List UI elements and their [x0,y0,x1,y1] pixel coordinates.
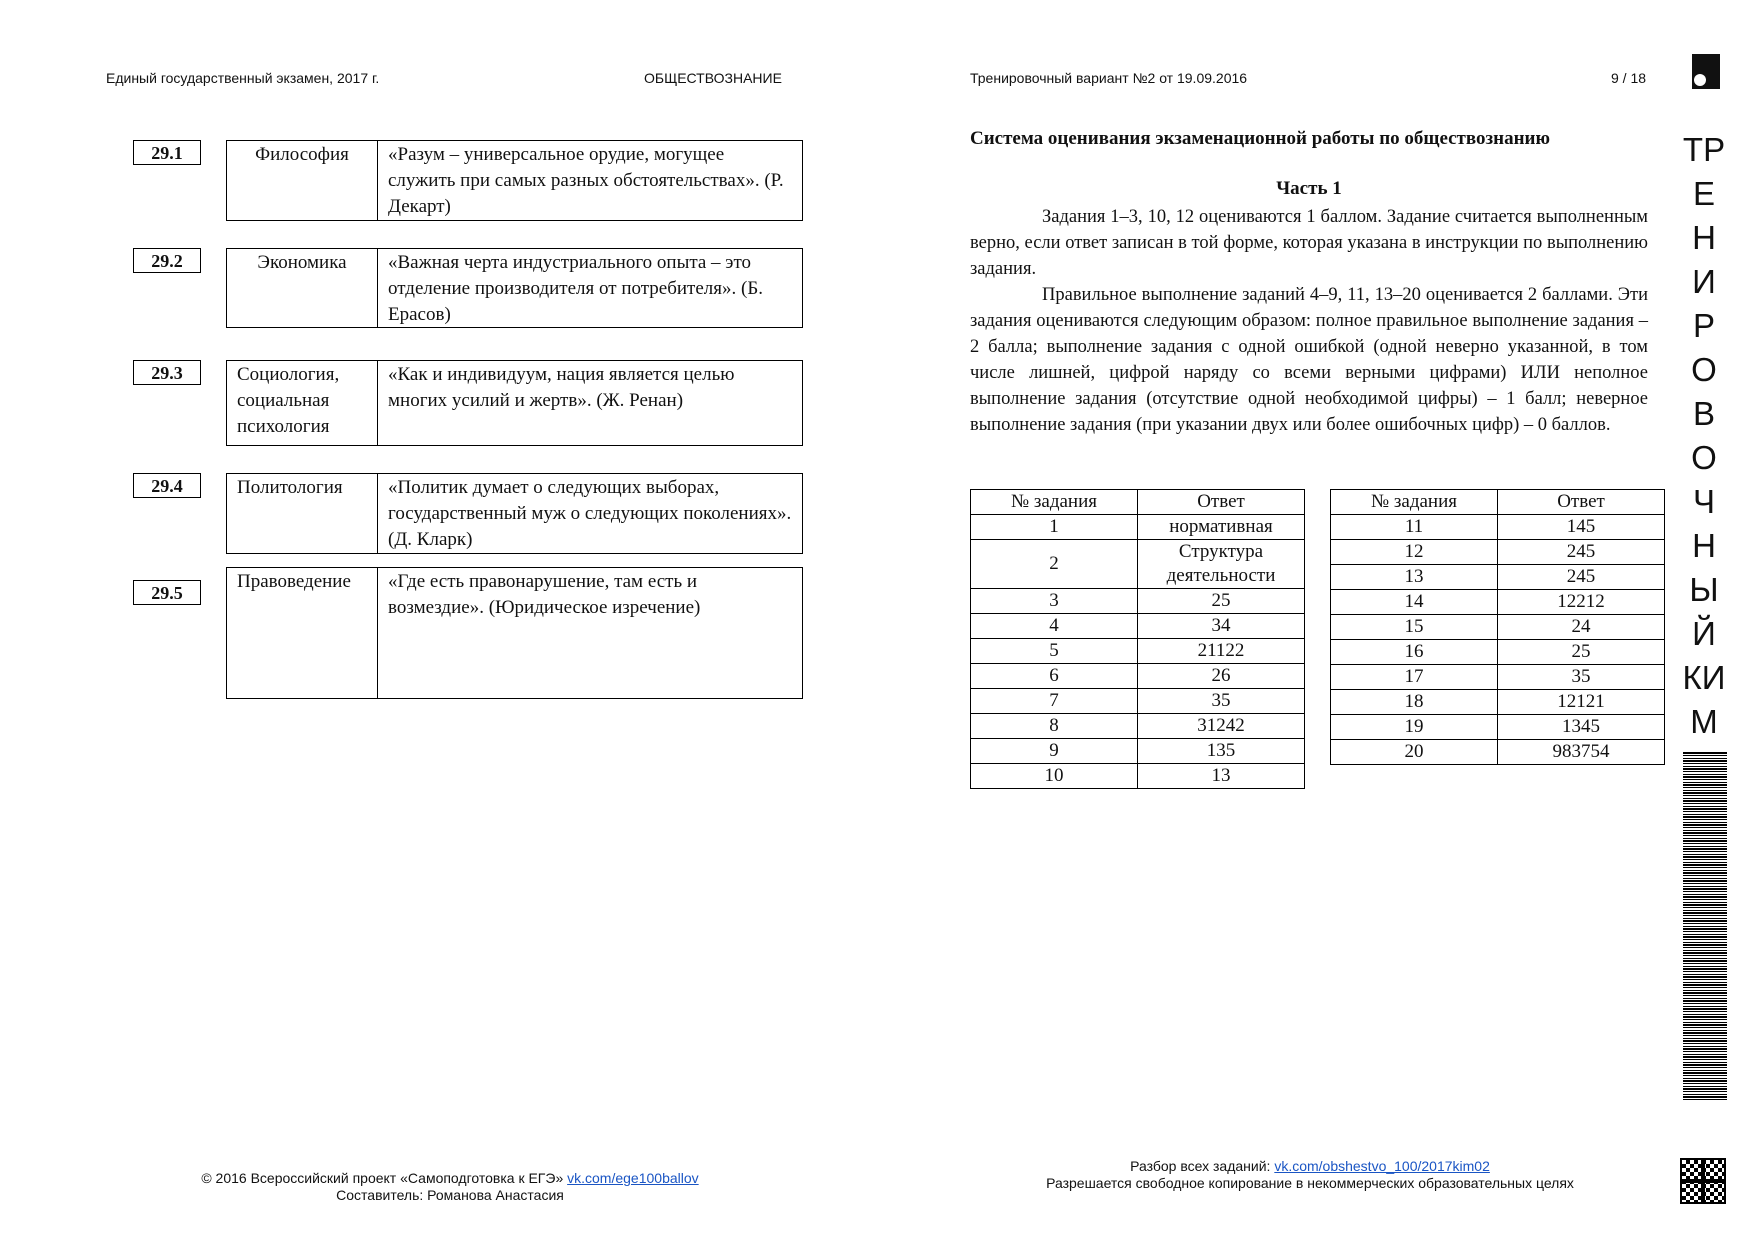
side-letter: Ч [1693,483,1715,520]
cell-answer: 12121 [1498,690,1665,715]
cell-task: 7 [971,689,1138,714]
topic-number: 29.2 [133,248,201,273]
barcode [1683,752,1727,1102]
footer-right-link[interactable]: vk.com/obshestvo_100/2017kim02 [1274,1158,1490,1174]
header-variant: Тренировочный вариант №2 от 19.09.2016 [970,70,1248,86]
table-row [971,739,1305,764]
qr-code [1680,1158,1726,1204]
footer-left [150,1170,750,1204]
cell-answer: 1345 [1498,715,1665,740]
cell-answer: 12212 [1498,590,1665,615]
cell-task: 1 [971,515,1138,540]
corner-marker [1692,54,1720,89]
topic-field: Правоведение [227,568,378,698]
answers-table-right [1330,489,1665,765]
topic-quote: «Как и индивидуум, нация является целью многих усилий и жертв». (Ж. Ренан) [388,364,735,411]
footer-author: Составитель: Романова Анастасия [336,1187,564,1203]
cell-task: 6 [971,664,1138,689]
side-letter: М [1690,703,1718,740]
cell-answer: 245 [1498,540,1665,565]
topic-box [226,567,803,699]
topic-number: 29.1 [133,140,201,165]
cell-answer: 13 [1138,764,1305,789]
column-header-answer: Ответ [1138,490,1305,515]
cell-task: 10 [971,764,1138,789]
side-letter: О [1691,439,1717,476]
part-title: Часть 1 [1276,178,1342,199]
cell-task: 9 [971,739,1138,764]
cell-task: 15 [1331,615,1498,640]
table-row [1331,615,1665,640]
page-number: 9 / 18 [1611,70,1647,86]
cell-task: 3 [971,589,1138,614]
cell-answer: 25 [1138,589,1305,614]
cell-task: 8 [971,714,1138,739]
side-letter: В [1692,395,1715,432]
side-letter: ТР [1682,131,1726,168]
cell-answer: 983754 [1498,740,1665,765]
table-row [971,540,1305,589]
cell-answer: 35 [1138,689,1305,714]
table-row [1331,690,1665,715]
side-letter: Й [1692,615,1716,652]
topic-box [226,140,803,221]
cell-task: 17 [1331,665,1498,690]
topic-quote: «Разум – универсальное орудие, могущее служить при самых разных обстоятельствах». (Р. Декарт) [388,144,784,217]
cell-answer: Структура деятельности [1138,540,1305,589]
topic-number: 29.5 [133,580,201,605]
cell-task: 2 [971,540,1138,589]
table-row [1331,565,1665,590]
table-row [971,639,1305,664]
cell-answer: 135 [1138,739,1305,764]
table-row [971,589,1305,614]
cell-task: 20 [1331,740,1498,765]
table-row [1331,740,1665,765]
footer-right [1010,1158,1610,1192]
grading-paragraph-2: Правильное выполнение заданий 4–9, 11, 13–20 оценивается 2 баллами. Эти задания оцениваются следующим образом: полное правильное выполнение задания – 2 балла; выполнение задания с одной ошибкой (одной неверно указанной, в том числе лишней, цифрой наряду со всеми верными цифрами) ИЛИ неполное выполнение задания (отсутствие одной необходимой цифры) – 1 балл; неверное выполнение задания (при указании двух или более ошибочных цифр) – 0 баллов. [970,285,1648,435]
table-row [1331,715,1665,740]
table-row [1331,515,1665,540]
cell-task: 19 [1331,715,1498,740]
table-row [971,764,1305,789]
topic-quote: «Важная черта индустриального опыта – это отделение производителя от потребителя». (Б. Ерасов) [388,252,763,325]
topic-field: Социология, социальная психология [227,361,378,445]
footer-copyright: © 2016 Всероссийский проект «Самоподготовка к ЕГЭ» [201,1170,564,1186]
cell-answer: 24 [1498,615,1665,640]
side-letter: Н [1692,219,1716,256]
topic-field: Политология [227,474,378,553]
cell-answer: 21122 [1138,639,1305,664]
header-subject: ОБЩЕСТВОЗНАНИЕ [644,70,782,86]
grading-title: Система оценивания экзаменационной работы по обществознанию [970,128,1551,149]
column-header-answer: Ответ [1498,490,1665,515]
cell-answer: 31242 [1138,714,1305,739]
table-row [971,515,1305,540]
cell-task: 5 [971,639,1138,664]
side-letter: О [1691,351,1717,388]
side-letter: Е [1692,175,1715,212]
topic-box [226,248,803,328]
table-row [971,714,1305,739]
cell-task: 11 [1331,515,1498,540]
header-exam-title: Единый государственный экзамен, 2017 г. [106,70,380,86]
topic-box [226,360,803,446]
cell-answer: 145 [1498,515,1665,540]
table-row [971,664,1305,689]
footer-analysis-label: Разбор всех заданий: [1130,1158,1271,1174]
topic-field: Экономика [227,249,378,327]
topic-number: 29.4 [133,473,201,498]
cell-task: 4 [971,614,1138,639]
footer-copy-note: Разрешается свободное копирование в некоммерческих образовательных целях [1046,1175,1574,1191]
cell-answer: 35 [1498,665,1665,690]
side-letter: И [1692,263,1716,300]
topic-number: 29.3 [133,360,201,385]
cell-task: 12 [1331,540,1498,565]
topic-box [226,473,803,554]
cell-task: 16 [1331,640,1498,665]
table-row [1331,540,1665,565]
cell-task: 14 [1331,590,1498,615]
cell-answer: 26 [1138,664,1305,689]
grading-paragraph-1: Задания 1–3, 10, 12 оцениваются 1 баллом. Задание считается выполненным верно, если ответ записан в той форме, которая указана в инструкции по выполнению задания. [970,207,1648,279]
cell-answer: 245 [1498,565,1665,590]
side-letter: КИ [1682,659,1726,696]
topic-field: Философия [227,141,378,220]
side-vertical-text [1676,128,1732,744]
cell-answer: нормативная [1138,515,1305,540]
side-letter: Ы [1689,571,1719,608]
topic-quote: «Политик думает о следующих выборах, государственный муж о следующих поколениях». (Д. Кларк) [388,477,792,550]
answers-table-left [970,489,1305,789]
table-row [1331,590,1665,615]
cell-task: 13 [1331,565,1498,590]
footer-left-link[interactable]: vk.com/ege100ballov [567,1170,699,1186]
cell-answer: 25 [1498,640,1665,665]
side-letter: Н [1692,527,1716,564]
table-row [971,689,1305,714]
table-row [1331,665,1665,690]
table-row [1331,640,1665,665]
column-header-task: № задания [1331,490,1498,515]
topic-quote: «Где есть правонарушение, там есть и возмездие». (Юридическое изречение) [388,571,701,618]
side-letter: Р [1692,307,1715,344]
cell-answer: 34 [1138,614,1305,639]
column-header-task: № задания [971,490,1138,515]
cell-task: 18 [1331,690,1498,715]
table-row [971,614,1305,639]
